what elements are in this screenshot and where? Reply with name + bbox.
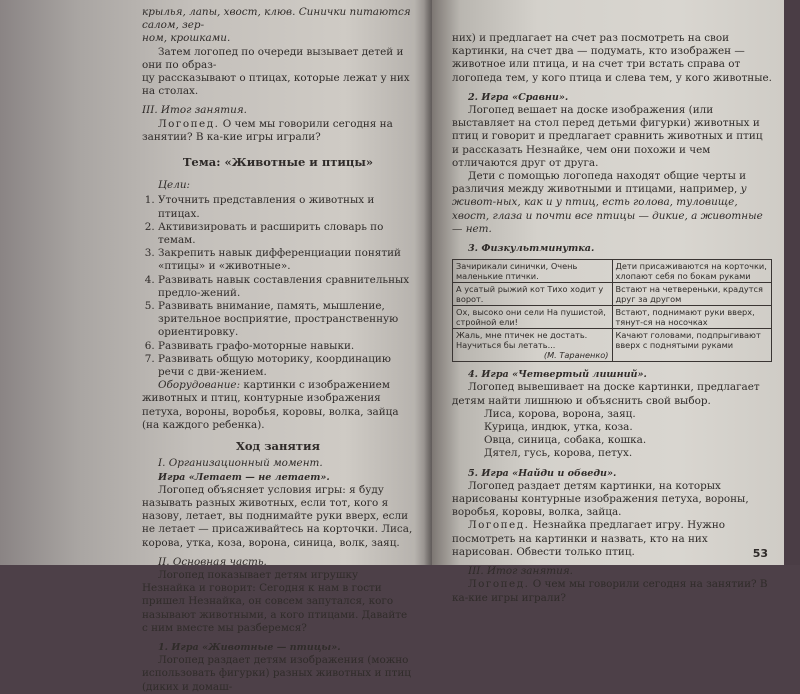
game-4-title: 4. Игра «Четвертый лишний». bbox=[468, 369, 647, 381]
intro-line-1: крылья, лапы, хвост, клюв. Синички питаются салом, зер- bbox=[142, 6, 411, 32]
game-1-text: Логопед раздает детям изображения (можно использовать фигурки) разных животных и птиц (диких и домаш- bbox=[142, 654, 411, 693]
game-2-title: 2. Игра «Сравни». bbox=[468, 91, 569, 103]
table-cell-action: Встают на четвереньки, крадутся друг за другом bbox=[612, 283, 772, 306]
goal-item: 5. Развивать внимание, память, мышление, зрительное восприятие, пространственную ориентировку. bbox=[158, 300, 414, 340]
course-title: Ход занятия bbox=[235, 439, 321, 454]
game-3-title: 3. Физкультминутка. bbox=[468, 243, 595, 255]
table-cell-action: Встают, поднимают руки вверх, тянут-ся на носочках bbox=[612, 306, 772, 329]
table-cell-verse: Зачирикали синички, Очень маленькие птички. bbox=[453, 260, 613, 283]
summary-paragraph-right bbox=[452, 578, 772, 604]
table-row bbox=[453, 329, 772, 362]
game-2-text-1: Логопед вешает на доске изображения (или выставляет на стол перед детьми фигурки) животных и птиц и говорит и предлагает сравнить животных и птиц и рассказать Незнайке, чем они похожи и чем отличаются друг от друга. bbox=[452, 104, 763, 169]
word-list-line: Овца, синица, собака, кошка. bbox=[484, 434, 647, 447]
summary-heading-left: III. Итог занятия. bbox=[142, 104, 247, 117]
summary-paragraph-left bbox=[142, 118, 414, 144]
main-part-heading: II. Основная часть. bbox=[158, 555, 267, 568]
equipment-text: картинки с изображением животных и птиц, контурные изображения петуха, вороны, воробья, коровы, волка, зайца (на каждого ребенка). bbox=[142, 379, 399, 431]
summary-text-left: О чем мы говорили сегодня на занятии? В ка-кие игры играли? bbox=[142, 117, 393, 143]
page-number: 53 bbox=[752, 546, 768, 560]
intro-line-2: ном, крошками. bbox=[142, 32, 231, 45]
goals-label: Цели: bbox=[158, 179, 191, 192]
speaker-label: Логопед. bbox=[468, 519, 530, 532]
game-fly-text: Логопед объясняет условия игры: я буду называть разных животных, если тот, кого я назову, летает, вы поднимайте руки вверх, если не летает — присаживайтесь на корточки. Лиса, корова, утка, коза, ворона, синица, волк, заяц. bbox=[142, 483, 413, 549]
equipment-paragraph bbox=[142, 379, 414, 432]
background-edge bbox=[784, 0, 800, 565]
game-1-title: 1. Игра «Животные — птицы». bbox=[158, 641, 341, 653]
goal-item: 1. Уточнить представления о животных и птицах. bbox=[158, 194, 414, 220]
summary-text-right: О чем мы говорили сегодня на занятии? В ка-кие игры играли? bbox=[452, 578, 768, 604]
right-intro-text: них) и предлагает на счет раз посмотреть на свои картинки, на счет два — подумать, кто изображен — животное или птица, и на счет три встать справа от логопеда тем, у кого птица и слева тем, у кого животные. bbox=[452, 32, 772, 84]
game-5-title: 5. Игра «Найди и обведи». bbox=[468, 467, 617, 479]
speaker-label: Логопед. bbox=[158, 117, 220, 130]
speaker-label: Логопед. bbox=[468, 578, 530, 591]
game-2-example: у живот-ных, как и у птиц, есть голова, туловище, хвост, глаза и почти все птицы — дикие, а животные — нет. bbox=[452, 183, 763, 235]
summary-heading-right: III. Итог занятия. bbox=[468, 565, 573, 578]
game-fly-title: Игра «Летает — не летает». bbox=[158, 471, 330, 483]
table-row bbox=[453, 260, 772, 283]
poem-author: (М. Тараненко) bbox=[543, 350, 609, 361]
org-moment-heading: I. Организационный момент. bbox=[158, 457, 323, 470]
table-cell-action: Качают головами, подпрыгивают вверх с поднятыми руками bbox=[612, 329, 772, 362]
game-2-text-2-main: Дети с помощью логопеда находят общие черты и различия между животными и птицами, например, bbox=[452, 170, 747, 196]
goal-item: 3. Закрепить навык дифференциации понятий «птицы» и «животные». bbox=[158, 247, 414, 273]
goal-item: 4. Развивать навык составления сравнительных предло-жений. bbox=[158, 274, 414, 300]
game-4-text: Логопед вывешивает на доске картинки, предлагает детям найти лишнюю и объяснить свой выбор. bbox=[452, 381, 760, 407]
equipment-label: Оборудование: bbox=[158, 379, 241, 392]
table-cell-action: Дети присаживаются на корточки, хлопают себя по бокам руками bbox=[612, 260, 772, 283]
table-row bbox=[453, 283, 772, 306]
table-cell-verse bbox=[453, 329, 613, 362]
word-list-line: Лиса, корова, ворона, заяц. bbox=[484, 407, 636, 420]
table-cell-verse: А усатый рыжий кот Тихо ходит у ворот. bbox=[453, 283, 613, 306]
game-2-text-2 bbox=[452, 170, 772, 236]
goals-list bbox=[142, 194, 414, 379]
right-page bbox=[432, 0, 784, 604]
game-5-speech bbox=[452, 519, 772, 559]
exercise-table bbox=[452, 259, 772, 362]
goal-item: 7. Развивать общую моторику, координацию речи с дви-жением. bbox=[158, 353, 414, 379]
main-part-text: Логопед показывает детям игрушку Незнайка и говорит: Сегодня к нам в гости пришел Незнайка, он совсем запутался, кого называют животными, а кого птицами. Давайте с ним вместе мы разберемся? bbox=[142, 568, 408, 634]
word-list-line: Дятел, гусь, корова, петух. bbox=[484, 447, 633, 460]
intro-line-4: цу рассказывают о птицах, которые лежат у них на столах. bbox=[142, 72, 410, 98]
intro-line-3: Затем логопед по очереди вызывает детей и они по образ- bbox=[142, 45, 404, 71]
goal-item: 2. Активизировать и расширить словарь по темам. bbox=[158, 221, 414, 247]
verse-text: Жаль, мне птичек не достать. Научиться бы летать... bbox=[456, 330, 588, 351]
topic-title: Тема: «Животные и птицы» bbox=[182, 155, 374, 170]
table-row bbox=[453, 306, 772, 329]
word-list-line: Курица, индюк, утка, коза. bbox=[484, 421, 633, 434]
goal-item: 6. Развивать графо-моторные навыки. bbox=[158, 340, 414, 353]
table-cell-verse: Ох, высоко они сели На пушистой, стройной ели! bbox=[453, 306, 613, 329]
game-5-speech-text: Незнайка предлагает игру. Нужно посмотреть на картинки и назвать, кто на них нарисован. Обвести только птиц. bbox=[452, 519, 726, 558]
game-5-text: Логопед раздает детям картинки, на которых нарисованы контурные изображения петуха, вороны, воробья, коровы, волка, зайца. bbox=[452, 479, 749, 519]
